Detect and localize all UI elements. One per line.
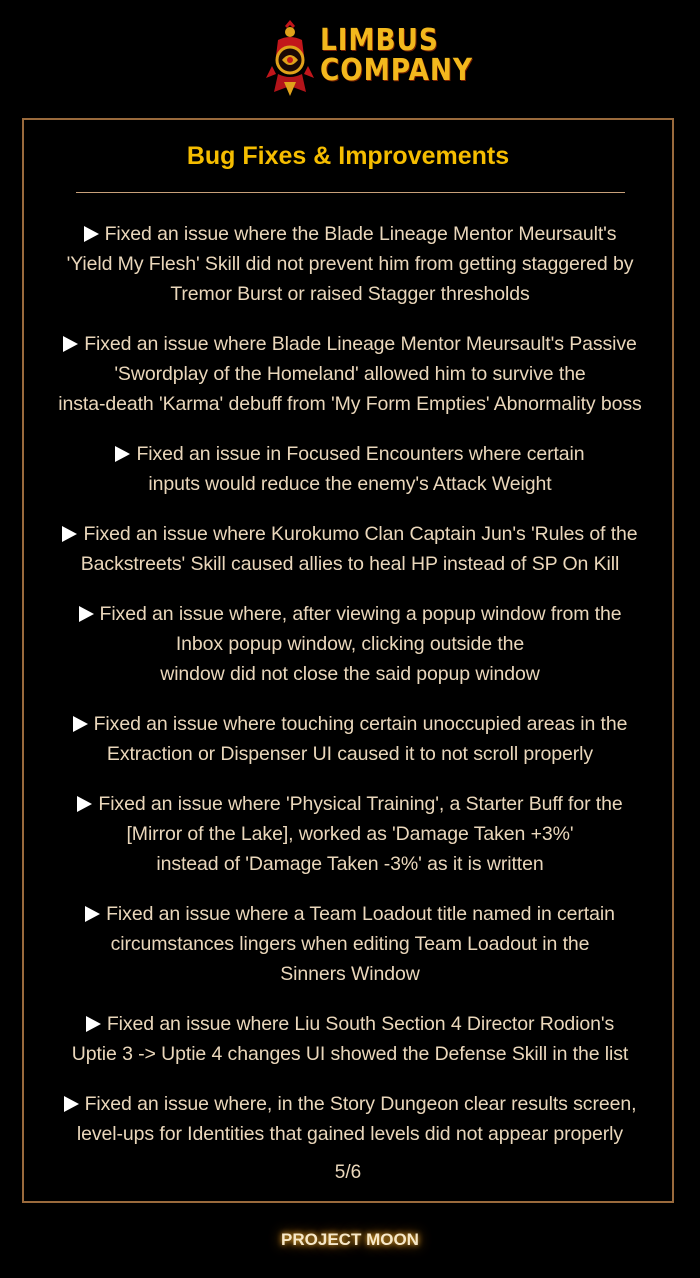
logo-wordmark: [320, 23, 473, 88]
patch-note-item: [24, 899, 676, 989]
logo-line-1: LIMBUS: [320, 23, 439, 58]
patch-note-text: circumstances lingers when editing Team Loadout in the: [110, 933, 590, 955]
patch-note-line: [24, 1119, 676, 1149]
patch-note-text: Fixed an issue where, after viewing a popup window from the: [99, 603, 622, 625]
limbus-company-logo: [262, 14, 473, 100]
patch-note-line: [24, 279, 676, 309]
patch-note-text: Fixed an issue where, in the Story Dungeon clear results screen,: [84, 1093, 637, 1115]
patch-note-line: [24, 519, 676, 549]
play-triangle-icon: [62, 526, 77, 542]
patch-note-item: [24, 709, 676, 769]
patch-note-item: [24, 439, 676, 499]
patch-note-text: Fixed an issue where Kurokumo Clan Captain Jun's 'Rules of the: [83, 523, 638, 545]
patch-note-line: [24, 219, 676, 249]
patch-note-text: level-ups for Identities that gained levels did not appear properly: [76, 1123, 624, 1145]
patch-note-line: [24, 599, 676, 629]
patch-note-line: [24, 789, 676, 819]
play-triangle-icon: [73, 716, 88, 732]
patch-note-text: Fixed an issue where Liu South Section 4 Director Rodion's: [106, 1013, 615, 1035]
limbus-company-emblem-icon: [262, 16, 318, 98]
patch-note-line: [24, 959, 676, 989]
patch-note-line: [24, 1009, 676, 1039]
patch-note-line: [24, 849, 676, 879]
patch-note-line: [24, 629, 676, 659]
play-triangle-icon: [84, 226, 99, 242]
patch-note-item: [24, 1009, 676, 1069]
patch-note-text: inputs would reduce the enemy's Attack Weight: [148, 473, 552, 495]
patch-note-line: [24, 929, 676, 959]
patch-note-item: [24, 599, 676, 689]
patch-note-line: [24, 659, 676, 689]
patch-note-item: [24, 219, 676, 309]
patch-note-line: [24, 439, 676, 469]
patch-note-line: [24, 249, 676, 279]
patch-note-text: Fixed an issue where the Blade Lineage Mentor Meursault's: [104, 223, 617, 245]
patch-note-text: Fixed an issue where touching certain unoccupied areas in the: [93, 713, 628, 735]
patch-note-text: Tremor Burst or raised Stagger thresholds: [170, 283, 530, 305]
patch-note-item: [24, 1089, 676, 1149]
play-triangle-icon: [86, 1016, 101, 1032]
play-triangle-icon: [115, 446, 130, 462]
patch-note-item: [24, 789, 676, 879]
play-triangle-icon: [77, 796, 92, 812]
patch-note-line: [24, 329, 676, 359]
patch-note-text: [Mirror of the Lake], worked as 'Damage Taken +3%': [126, 823, 574, 845]
page-indicator: 5/6: [334, 1162, 362, 1183]
patch-note-item: [24, 329, 676, 419]
patch-note-text: Backstreets' Skill caused allies to heal HP instead of SP On Kill: [80, 553, 620, 575]
patch-note-line: [24, 1039, 676, 1069]
play-triangle-icon: [79, 606, 94, 622]
patch-note-line: [24, 709, 676, 739]
patch-note-item: [24, 519, 676, 579]
patch-note-text: Fixed an issue where 'Physical Training', a Starter Buff for the: [98, 793, 623, 815]
play-triangle-icon: [63, 336, 78, 352]
patch-note-line: [24, 549, 676, 579]
patch-note-text: Fixed an issue where a Team Loadout title named in certain: [106, 903, 615, 925]
play-triangle-icon: [64, 1096, 79, 1112]
patch-note-text: Inbox popup window, clicking outside the: [175, 633, 525, 655]
patch-note-line: [24, 819, 676, 849]
patch-note-line: [24, 359, 676, 389]
patch-note-line: [24, 469, 676, 499]
patch-note-text: insta-death 'Karma' debuff from 'My Form Empties' Abnormality boss: [58, 393, 642, 415]
panel-title: Bug Fixes & Improvements: [186, 142, 510, 170]
patch-note-text: Fixed an issue where Blade Lineage Mentor Meursault's Passive: [84, 333, 637, 355]
patch-notes-list: [24, 219, 676, 1169]
patch-note-text: Extraction or Dispenser UI caused it to not scroll properly: [106, 743, 594, 765]
patch-note-text: 'Swordplay of the Homeland' allowed him to survive the: [114, 363, 586, 385]
logo-line-2: COMPANY: [320, 53, 473, 88]
project-moon-brand: PROJECT MOON: [281, 1230, 419, 1249]
patch-note-line: [24, 739, 676, 769]
patch-note-line: [24, 899, 676, 929]
patch-note-line: [24, 389, 676, 419]
play-triangle-icon: [85, 906, 100, 922]
patch-note-text: window did not close the said popup window: [160, 663, 540, 685]
patch-note-text: Fixed an issue in Focused Encounters where certain: [136, 443, 585, 465]
patch-note-text: Uptie 3 -> Uptie 4 changes UI showed the Defense Skill in the list: [71, 1043, 629, 1065]
patch-note-text: Sinners Window: [280, 963, 420, 985]
patch-note-text: instead of 'Damage Taken -3%' as it is written: [156, 853, 544, 875]
patch-note-line: [24, 1089, 676, 1119]
title-divider: [76, 192, 625, 193]
patch-note-text: 'Yield My Flesh' Skill did not prevent him from getting staggered by: [66, 253, 634, 275]
